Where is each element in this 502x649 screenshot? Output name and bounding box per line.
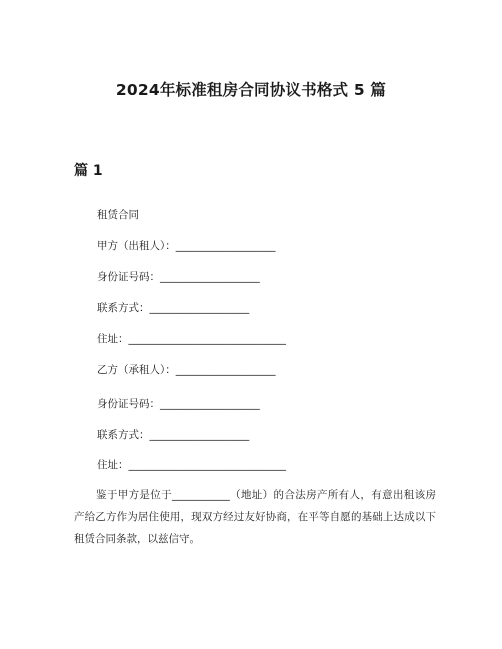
document-title: 2024年标准租房合同协议书格式 5 篇	[115, 81, 387, 99]
line-label: 身份证号码：	[97, 398, 160, 410]
line-label: 联系方式：	[97, 302, 150, 314]
party-b-id-line	[97, 397, 260, 411]
party-b-line	[97, 363, 276, 377]
line-label: 住址：	[97, 459, 129, 471]
contract-heading	[97, 208, 139, 222]
fill-in-blank: ___________________	[149, 429, 250, 441]
party-a-id-line	[97, 270, 260, 284]
preamble-paragraph: 鉴于甲方是位于___________（地址）的合法房产所有人，有意出租该房产给乙方作为居住使用，现双方经过友好协商，在平等自愿的基础上达成以下租赁合同条款，以兹信守。	[74, 489, 436, 545]
fill-in-blank: ______________________________	[128, 333, 286, 345]
line-label: 身份证号码：	[97, 271, 160, 283]
fill-in-blank: ___________________	[160, 398, 260, 410]
fill-in-blank: ______________________________	[128, 459, 286, 471]
party-b-address-line	[97, 458, 286, 472]
line-label: 住址：	[97, 333, 129, 345]
fill-in-blank: ___________________	[175, 364, 276, 376]
fill-in-blank: ___________________	[160, 271, 260, 283]
party-a-address-line	[97, 332, 286, 346]
party-a-contact-line	[97, 301, 249, 315]
section-heading: 篇 1	[74, 163, 103, 179]
line-label: 联系方式：	[97, 429, 150, 441]
party-a-line	[97, 239, 276, 253]
party-b-contact-line	[97, 428, 249, 442]
fill-in-blank: ___________________	[175, 240, 276, 252]
fill-in-blank: ___________________	[149, 302, 250, 314]
line-label: 租赁合同	[97, 209, 139, 221]
line-label: 甲方（出租人）：	[97, 240, 176, 252]
line-label: 乙方（承租人）：	[97, 364, 176, 376]
